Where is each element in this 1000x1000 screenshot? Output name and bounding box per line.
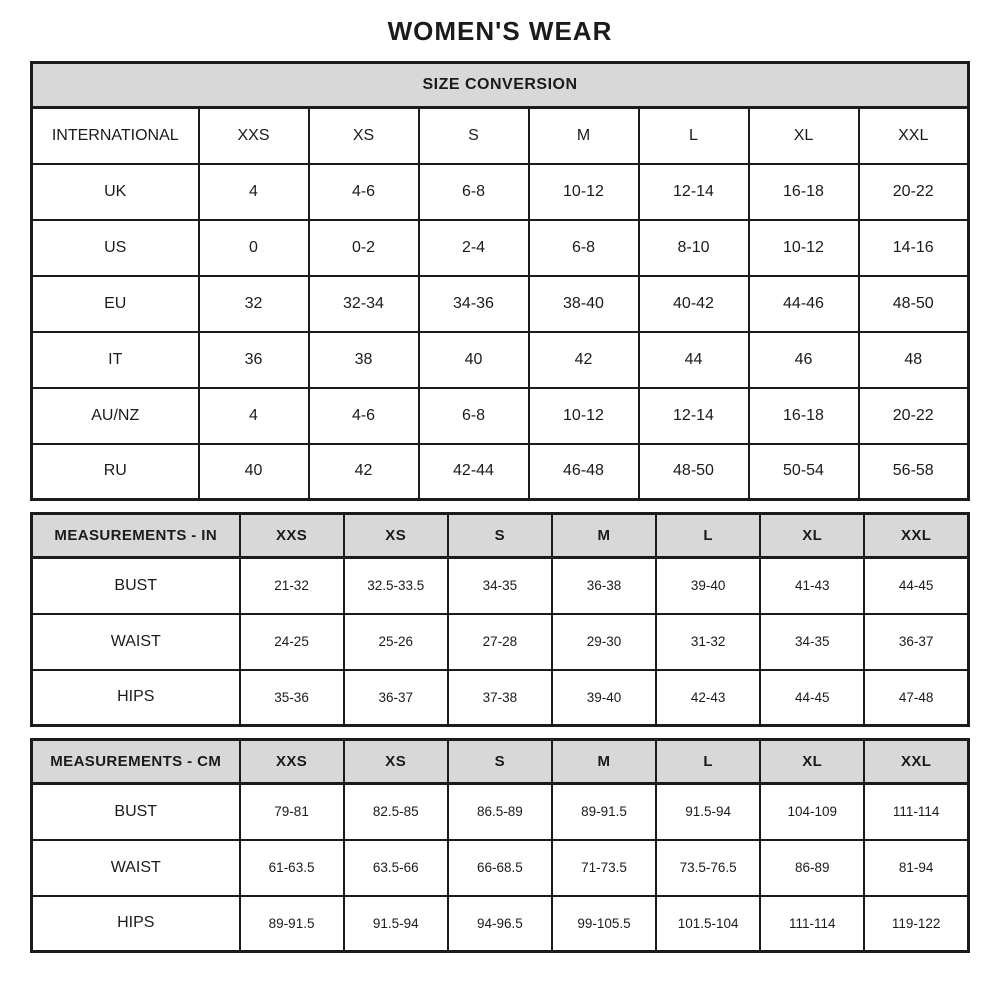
size-column-header: XL xyxy=(749,108,859,164)
table-row xyxy=(32,220,969,276)
size-column-header: XL xyxy=(760,514,864,558)
value-cell: 0-2 xyxy=(309,220,419,276)
value-cell: 42-44 xyxy=(419,444,529,500)
measurements-cm-table xyxy=(30,738,970,953)
value-cell: 47-48 xyxy=(864,670,968,726)
value-cell: 34-35 xyxy=(448,558,552,614)
value-cell: 6-8 xyxy=(419,388,529,444)
size-conversion-title: SIZE CONVERSION xyxy=(32,63,969,108)
row-label: HIPS xyxy=(32,896,240,952)
table-row xyxy=(32,840,969,896)
value-cell: 101.5-104 xyxy=(656,896,760,952)
value-cell: 36-37 xyxy=(344,670,448,726)
measurements-in-body xyxy=(32,558,969,726)
value-cell: 12-14 xyxy=(639,164,749,220)
value-cell: 42 xyxy=(529,332,639,388)
value-cell: 32.5-33.5 xyxy=(344,558,448,614)
value-cell: 14-16 xyxy=(859,220,969,276)
row-label: BUST xyxy=(32,784,240,840)
size-conversion-body xyxy=(32,164,969,500)
value-cell: 82.5-85 xyxy=(344,784,448,840)
value-cell: 50-54 xyxy=(749,444,859,500)
value-cell: 44-45 xyxy=(864,558,968,614)
value-cell: 42-43 xyxy=(656,670,760,726)
value-cell: 27-28 xyxy=(448,614,552,670)
value-cell: 89-91.5 xyxy=(240,896,344,952)
size-column-header: XXL xyxy=(864,514,968,558)
value-cell: 4 xyxy=(199,388,309,444)
value-cell: 66-68.5 xyxy=(448,840,552,896)
measurements-in-table xyxy=(30,512,970,727)
value-cell: 111-114 xyxy=(760,896,864,952)
size-column-header: M xyxy=(552,514,656,558)
table-row xyxy=(32,444,969,500)
table-row xyxy=(32,784,969,840)
value-cell: 38-40 xyxy=(529,276,639,332)
value-cell: 91.5-94 xyxy=(656,784,760,840)
value-cell: 10-12 xyxy=(529,164,639,220)
row-label: US xyxy=(32,220,199,276)
value-cell: 89-91.5 xyxy=(552,784,656,840)
table-row xyxy=(32,558,969,614)
value-cell: 34-35 xyxy=(760,614,864,670)
value-cell: 63.5-66 xyxy=(344,840,448,896)
value-cell: 46-48 xyxy=(529,444,639,500)
size-column-header: L xyxy=(656,514,760,558)
measurements-in-header-row xyxy=(32,514,969,558)
value-cell: 119-122 xyxy=(864,896,968,952)
size-column-header: S xyxy=(448,514,552,558)
size-column-header: XS xyxy=(344,514,448,558)
value-cell: 40 xyxy=(199,444,309,500)
value-cell: 99-105.5 xyxy=(552,896,656,952)
value-cell: 41-43 xyxy=(760,558,864,614)
table-row xyxy=(32,670,969,726)
value-cell: 24-25 xyxy=(240,614,344,670)
row-label: UK xyxy=(32,164,199,220)
value-cell: 81-94 xyxy=(864,840,968,896)
row-label: AU/NZ xyxy=(32,388,199,444)
value-cell: 48 xyxy=(859,332,969,388)
value-cell: 10-12 xyxy=(749,220,859,276)
value-cell: 48-50 xyxy=(639,444,749,500)
value-cell: 56-58 xyxy=(859,444,969,500)
table-row xyxy=(32,614,969,670)
size-column-header: XL xyxy=(760,740,864,784)
measurements-cm-header-row xyxy=(32,740,969,784)
row-label: IT xyxy=(32,332,199,388)
row-label: BUST xyxy=(32,558,240,614)
size-column-header: XXL xyxy=(864,740,968,784)
row-label: WAIST xyxy=(32,840,240,896)
value-cell: 21-32 xyxy=(240,558,344,614)
table-row xyxy=(32,164,969,220)
value-cell: 0 xyxy=(199,220,309,276)
value-cell: 39-40 xyxy=(552,670,656,726)
size-column-header: S xyxy=(448,740,552,784)
table-row xyxy=(32,896,969,952)
row-label: HIPS xyxy=(32,670,240,726)
size-column-header: XS xyxy=(344,740,448,784)
size-column-header: M xyxy=(529,108,639,164)
value-cell: 20-22 xyxy=(859,164,969,220)
value-cell: 6-8 xyxy=(529,220,639,276)
value-cell: 34-36 xyxy=(419,276,529,332)
value-cell: 40-42 xyxy=(639,276,749,332)
size-column-header: XS xyxy=(309,108,419,164)
value-cell: 10-12 xyxy=(529,388,639,444)
value-cell: 6-8 xyxy=(419,164,529,220)
value-cell: 40 xyxy=(419,332,529,388)
value-cell: 111-114 xyxy=(864,784,968,840)
value-cell: 73.5-76.5 xyxy=(656,840,760,896)
value-cell: 71-73.5 xyxy=(552,840,656,896)
value-cell: 29-30 xyxy=(552,614,656,670)
size-column-header: XXL xyxy=(859,108,969,164)
value-cell: 4-6 xyxy=(309,388,419,444)
value-cell: 32 xyxy=(199,276,309,332)
value-cell: 44-45 xyxy=(760,670,864,726)
size-column-header: XXS xyxy=(199,108,309,164)
value-cell: 91.5-94 xyxy=(344,896,448,952)
value-cell: 8-10 xyxy=(639,220,749,276)
value-cell: 4-6 xyxy=(309,164,419,220)
value-cell: 44 xyxy=(639,332,749,388)
value-cell: 86-89 xyxy=(760,840,864,896)
value-cell: 16-18 xyxy=(749,164,859,220)
size-conversion-header-row xyxy=(32,108,969,164)
value-cell: 25-26 xyxy=(344,614,448,670)
value-cell: 61-63.5 xyxy=(240,840,344,896)
measurements-cm-body xyxy=(32,784,969,952)
value-cell: 46 xyxy=(749,332,859,388)
table-row xyxy=(32,388,969,444)
value-cell: 35-36 xyxy=(240,670,344,726)
value-cell: 94-96.5 xyxy=(448,896,552,952)
value-cell: 104-109 xyxy=(760,784,864,840)
size-column-header: S xyxy=(419,108,529,164)
row-label-column-header: MEASUREMENTS - CM xyxy=(32,740,240,784)
value-cell: 42 xyxy=(309,444,419,500)
size-column-header: L xyxy=(656,740,760,784)
page-title: WOMEN'S WEAR xyxy=(387,16,613,46)
size-conversion-caption-row xyxy=(32,63,969,108)
value-cell: 20-22 xyxy=(859,388,969,444)
value-cell: 12-14 xyxy=(639,388,749,444)
value-cell: 39-40 xyxy=(656,558,760,614)
value-cell: 44-46 xyxy=(749,276,859,332)
value-cell: 79-81 xyxy=(240,784,344,840)
size-column-header: M xyxy=(552,740,656,784)
value-cell: 48-50 xyxy=(859,276,969,332)
table-row xyxy=(32,276,969,332)
size-column-header: L xyxy=(639,108,749,164)
value-cell: 32-34 xyxy=(309,276,419,332)
value-cell: 36-38 xyxy=(552,558,656,614)
value-cell: 38 xyxy=(309,332,419,388)
size-column-header: XXS xyxy=(240,514,344,558)
value-cell: 2-4 xyxy=(419,220,529,276)
value-cell: 16-18 xyxy=(749,388,859,444)
value-cell: 36-37 xyxy=(864,614,968,670)
value-cell: 36 xyxy=(199,332,309,388)
row-label-column-header: INTERNATIONAL xyxy=(32,108,199,164)
value-cell: 31-32 xyxy=(656,614,760,670)
row-label-column-header: MEASUREMENTS - IN xyxy=(32,514,240,558)
value-cell: 4 xyxy=(199,164,309,220)
value-cell: 86.5-89 xyxy=(448,784,552,840)
row-label: RU xyxy=(32,444,199,500)
size-conversion-table xyxy=(30,61,970,501)
value-cell: 37-38 xyxy=(448,670,552,726)
row-label: EU xyxy=(32,276,199,332)
row-label: WAIST xyxy=(32,614,240,670)
size-column-header: XXS xyxy=(240,740,344,784)
table-row xyxy=(32,332,969,388)
